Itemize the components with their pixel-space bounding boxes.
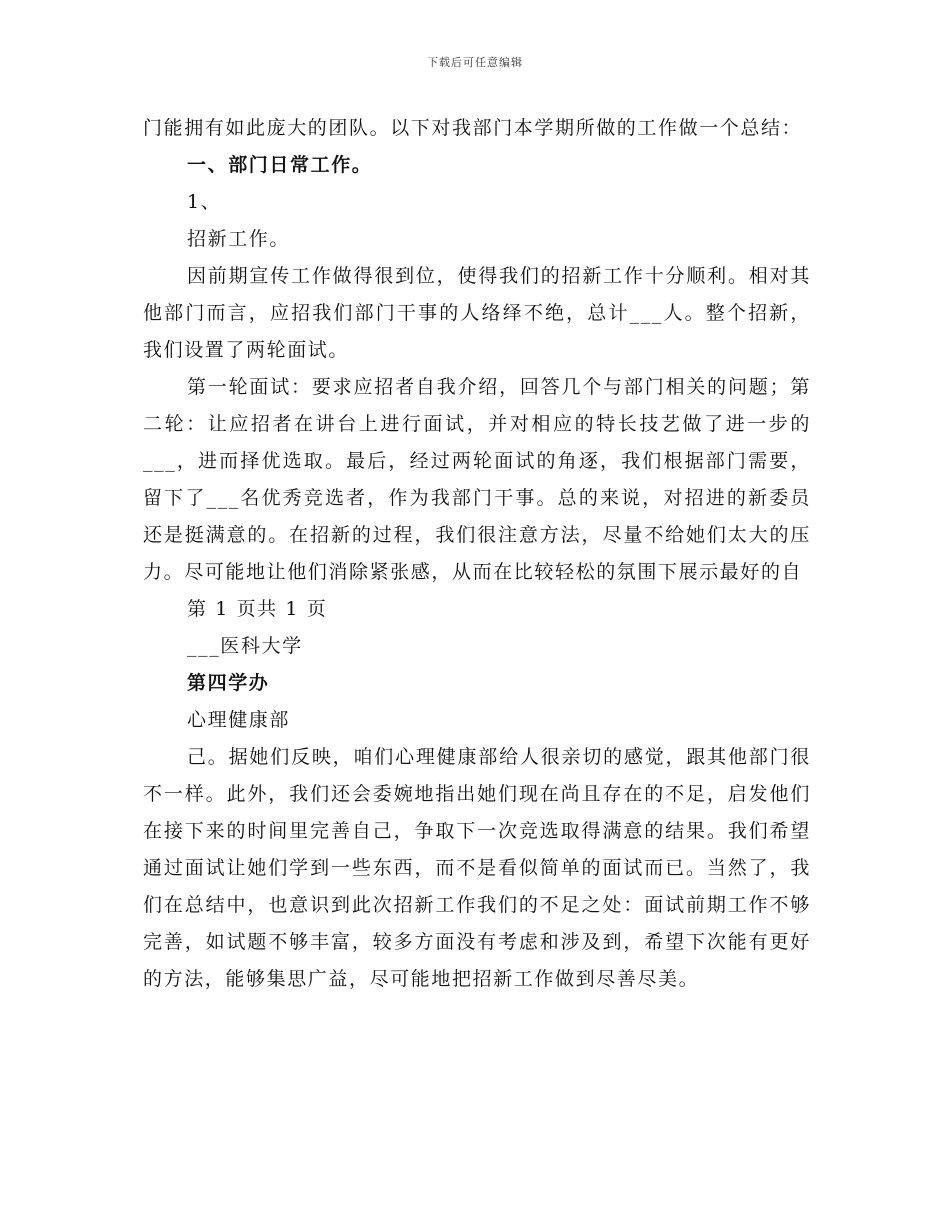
page-header: 下载后可任意编辑 [427, 56, 523, 69]
paragraph-feedback: 己。据她们反映，咱们心理健康部给人很亲切的感觉，跟其他部门很不一样。此外，我们还会委婉地指出她们现在尚且存在的不足，启发他们在接下来的时间里完善自己，争取下一次竞选取得满意的结果。我们希望通过面试让她们学到一些东西，而不是看似简单的面试而已。当然了，我们在总结中，也意识到此次招新工作我们的不足之处：面试前期工作不够完善，如试题不够丰富，较多方面没有考虑和涉及到，希望下次能有更好的方法，能够集思广益，尽可能地把招新工作做到尽善尽美。 [143, 746, 811, 990]
office-name: 第四学办 [187, 672, 270, 694]
section-heading-daily-work: 一、部门日常工作。 [187, 154, 373, 176]
paragraph-intro: 门能拥有如此庞大的团队。以下对我部门本学期所做的工作做一个总结： [143, 117, 803, 139]
document-body [143, 110, 811, 998]
page-footer-number: 第 1 页共 1 页 [187, 598, 328, 620]
item-number: 1、 [187, 191, 222, 213]
paragraph-interviews: 第一轮面试：要求应招者自我介绍，回答几个与部门相关的问题；第二轮：让应招者在讲台上进行面试，并对相应的特长技艺做了进一步的___，进而择优选取。最后，经过两轮面试的角逐，我们根据部门需要，留下了___名优秀竞选者，作为我部门干事。总的来说，对招进的新委员还是挺满意的。在招新的过程，我们很注意方法，尽量不给她们太大的压力。尽可能地让他们消除紧张感，从而在比较轻松的氛围下展示最好的自 [143, 376, 811, 583]
item-title-recruitment: 招新工作。 [187, 228, 291, 250]
department-name: 心理健康部 [187, 709, 291, 731]
university-name: ___医科大学 [187, 635, 303, 657]
paragraph-recruitment: 因前期宣传工作做得很到位，使得我们的招新工作十分顺利。相对其他部门而言，应招我们部门干事的人络绎不绝，总计___人。整个招新，我们设置了两轮面试。 [143, 265, 811, 361]
